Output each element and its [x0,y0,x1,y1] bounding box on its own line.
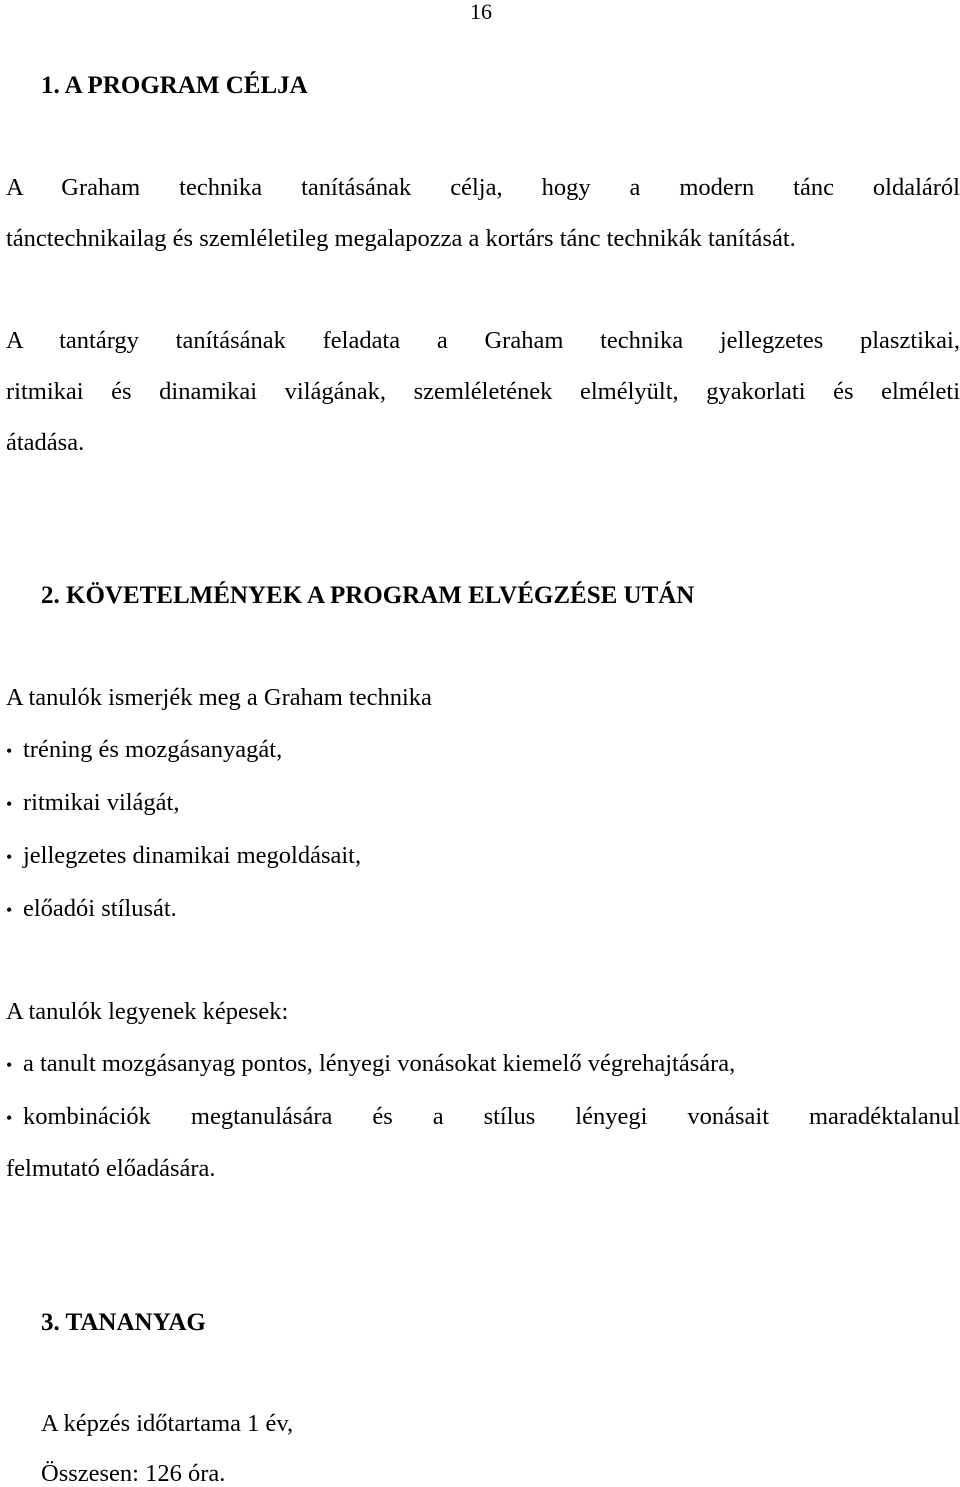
section-1-heading: 1. A PROGRAM CÉLJA [41,72,308,99]
section-1-paragraph-1-line-2: tánctechnikailag és szemléletileg megalapozza a kortárs tánc technikák tanítását. [6,225,796,252]
section-1-paragraph-2-line-3: átadása. [6,429,85,456]
section-2-intro-2: A tanulók legyenek képesek: [6,998,289,1025]
bullet-icon: • [6,847,13,867]
section-2-intro-1: A tanulók ismerjék meg a Graham technika [6,684,432,711]
bullet-icon: • [6,1055,13,1075]
list-item: előadói stílusát. [23,895,177,922]
section-1-paragraph-1-line-1: A Graham technika tanításának célja, hogy a modern tánc oldaláról [6,174,960,201]
section-2-heading: 2. KÖVETELMÉNYEK A PROGRAM ELVÉGZÉSE UTÁN [41,582,695,609]
list-item: a tanult mozgásanyag pontos, lényegi vonásokat kiemelő végrehajtására, [23,1050,736,1077]
section-3-line-1: A képzés időtartama 1 év, [41,1410,294,1437]
list-item: ritmikai világát, [23,789,180,816]
list-item: tréning és mozgásanyagát, [23,736,283,763]
list-item: jellegzetes dinamikai megoldásait, [23,842,362,869]
list-item-line-2: felmutató előadására. [6,1155,216,1182]
section-1-paragraph-2-line-1: A tantárgy tanításának feladata a Graham technika jellegzetes plasztikai, [6,327,960,354]
page-number: 16 [470,0,492,24]
bullet-icon: • [6,741,13,761]
section-1-paragraph-2-line-2: ritmikai és dinamikai világának, szemléletének elmélyült, gyakorlati és elméleti [6,378,960,405]
bullet-icon: • [6,1108,13,1128]
section-3-heading: 3. TANANYAG [41,1309,206,1336]
section-3-line-2: Összesen: 126 óra. [41,1460,226,1487]
bullet-icon: • [6,794,13,814]
bullet-icon: • [6,900,13,920]
list-item-line-1: kombinációk megtanulására és a stílus lényegi vonásait maradéktalanul [23,1103,960,1130]
